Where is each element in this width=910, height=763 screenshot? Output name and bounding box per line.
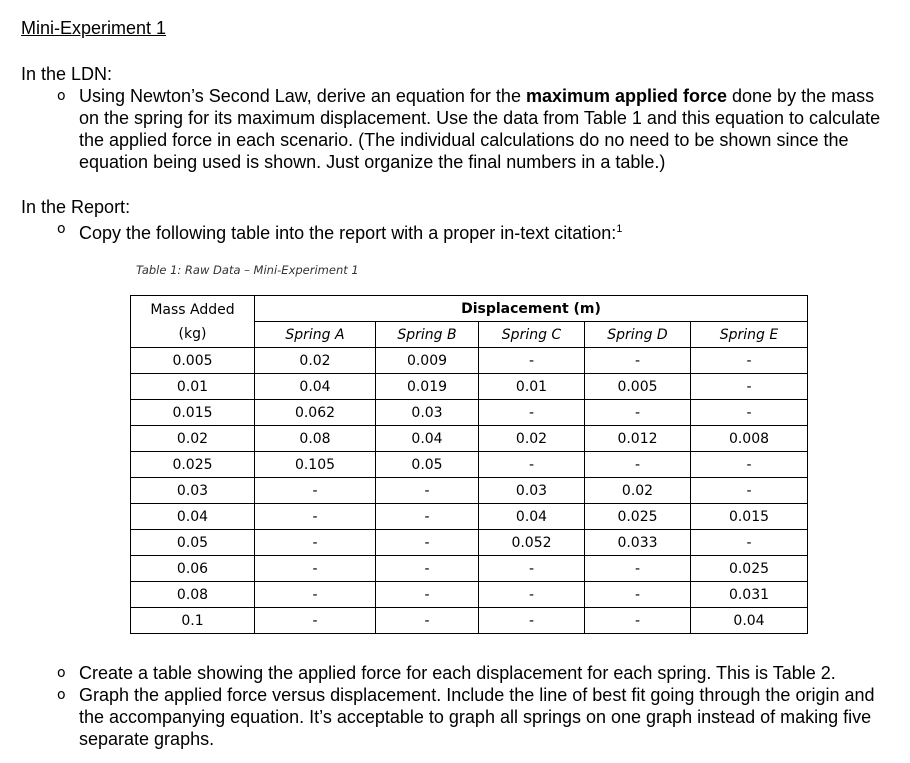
table-row (131, 504, 808, 530)
displacement-cell: 0.052 (479, 530, 585, 556)
spring-header-cell: Spring E (691, 322, 808, 348)
displacement-cell: - (479, 348, 585, 374)
displacement-cell: - (255, 608, 376, 634)
ldn-text-pre: Using Newton’s Second Law, derive an equation for the (79, 86, 526, 106)
mass-header-line2: (kg) (178, 325, 207, 342)
displacement-cell: - (479, 608, 585, 634)
displacement-cell: - (585, 608, 691, 634)
final-bullet-text: Create a table showing the applied force for each displacement for each spring. This is Table 2. (79, 663, 836, 683)
table-row (131, 556, 808, 582)
hollow-bullet-icon: o (57, 88, 66, 104)
displacement-cell: 0.025 (585, 504, 691, 530)
table-row (131, 374, 808, 400)
mass-cell: 0.015 (131, 400, 255, 426)
displacement-cell: - (691, 348, 808, 374)
displacement-cell: - (376, 530, 479, 556)
mass-cell: 0.03 (131, 478, 255, 504)
spring-header-cell: Spring B (376, 322, 479, 348)
mass-header (131, 296, 255, 348)
displacement-cell: 0.019 (376, 374, 479, 400)
displacement-cell: - (479, 400, 585, 426)
displacement-header: Displacement (m) (255, 296, 808, 322)
mass-cell: 0.05 (131, 530, 255, 556)
displacement-cell: 0.105 (255, 452, 376, 478)
displacement-cell: 0.009 (376, 348, 479, 374)
final-bullet-list (57, 662, 887, 750)
displacement-cell: - (691, 478, 808, 504)
displacement-cell: 0.04 (479, 504, 585, 530)
displacement-cell: - (585, 348, 691, 374)
footnote-mark: 1 (616, 223, 623, 235)
final-bullet-item (57, 684, 887, 750)
displacement-cell: 0.01 (479, 374, 585, 400)
table-row (131, 348, 808, 374)
ldn-text-post: done by the mass on the spring for its maximum displacement. Use the data from Table 1 and this equation to calculate the applied force in each scenario. (The individual calculations do no need to be shown since the equation being used is shown. Just organize the final numbers in a table.) (79, 86, 881, 172)
displacement-cell: 0.03 (479, 478, 585, 504)
displacement-cell: 0.04 (691, 608, 808, 634)
displacement-cell: - (479, 556, 585, 582)
table-row (131, 478, 808, 504)
ldn-label: In the LDN: (21, 64, 113, 84)
hollow-bullet-icon: o (57, 665, 66, 681)
displacement-cell: 0.033 (585, 530, 691, 556)
displacement-cell: 0.03 (376, 400, 479, 426)
mass-cell: 0.08 (131, 582, 255, 608)
displacement-cell: - (376, 582, 479, 608)
displacement-cell: 0.05 (376, 452, 479, 478)
report-bullet-list (57, 218, 887, 244)
displacement-cell: - (376, 504, 479, 530)
mass-header-line1: Mass Added (150, 301, 235, 318)
ldn-text-bold: maximum applied force (525, 86, 728, 106)
ldn-bullet-item (57, 85, 887, 173)
report-bullet-text: Copy the following table into the report with a proper in-text citation: (79, 223, 617, 243)
displacement-cell: - (255, 504, 376, 530)
report-bullet-item (57, 218, 887, 244)
table-row (131, 400, 808, 426)
displacement-cell: - (691, 400, 808, 426)
displacement-cell: - (691, 530, 808, 556)
table-row (131, 608, 808, 634)
displacement-cell: 0.02 (255, 348, 376, 374)
table-caption: Table 1: Raw Data – Mini-Experiment 1 (136, 263, 359, 277)
mass-cell: 0.1 (131, 608, 255, 634)
displacement-cell: 0.04 (376, 426, 479, 452)
hollow-bullet-icon: o (57, 221, 66, 237)
table-row (131, 582, 808, 608)
table-row (131, 426, 808, 452)
spring-header-cell: Spring D (585, 322, 691, 348)
displacement-cell: 0.02 (479, 426, 585, 452)
displacement-cell: - (376, 556, 479, 582)
displacement-cell: - (585, 400, 691, 426)
final-bullet-text: Graph the applied force versus displacement. Include the line of best fit going through the origin and the accompanying equation. It’s acceptable to graph all springs on one graph instead of making five separate graphs. (79, 685, 875, 749)
displacement-cell: 0.062 (255, 400, 376, 426)
displacement-cell: - (255, 556, 376, 582)
displacement-cell: 0.005 (585, 374, 691, 400)
displacement-cell: 0.08 (255, 426, 376, 452)
spring-header-cell: Spring C (479, 322, 585, 348)
displacement-cell: - (376, 478, 479, 504)
section-heading: Mini-Experiment 1 (21, 18, 167, 38)
hollow-bullet-icon: o (57, 687, 66, 703)
displacement-cell: - (376, 608, 479, 634)
displacement-cell: 0.008 (691, 426, 808, 452)
mass-cell: 0.04 (131, 504, 255, 530)
spring-header-cell: Spring A (255, 322, 376, 348)
displacement-cell: 0.025 (691, 556, 808, 582)
displacement-cell: 0.031 (691, 582, 808, 608)
table-row (131, 530, 808, 556)
displacement-cell: - (585, 452, 691, 478)
displacement-cell: 0.02 (585, 478, 691, 504)
displacement-cell: - (691, 374, 808, 400)
mass-cell: 0.025 (131, 452, 255, 478)
mass-cell: 0.02 (131, 426, 255, 452)
table-body (131, 348, 808, 634)
displacement-cell: - (255, 478, 376, 504)
table-row (131, 452, 808, 478)
report-label: In the Report: (21, 197, 131, 217)
displacement-cell: - (691, 452, 808, 478)
displacement-cell: - (479, 582, 585, 608)
final-bullet-item (57, 662, 887, 684)
displacement-cell: 0.015 (691, 504, 808, 530)
displacement-cell: 0.012 (585, 426, 691, 452)
mass-cell: 0.01 (131, 374, 255, 400)
displacement-cell: - (585, 556, 691, 582)
displacement-cell: - (255, 530, 376, 556)
displacement-cell: - (585, 582, 691, 608)
displacement-cell: 0.04 (255, 374, 376, 400)
raw-data-table (130, 295, 808, 634)
mass-cell: 0.06 (131, 556, 255, 582)
ldn-bullet-list (57, 85, 887, 173)
displacement-cell: - (255, 582, 376, 608)
displacement-cell: - (479, 452, 585, 478)
mass-cell: 0.005 (131, 348, 255, 374)
